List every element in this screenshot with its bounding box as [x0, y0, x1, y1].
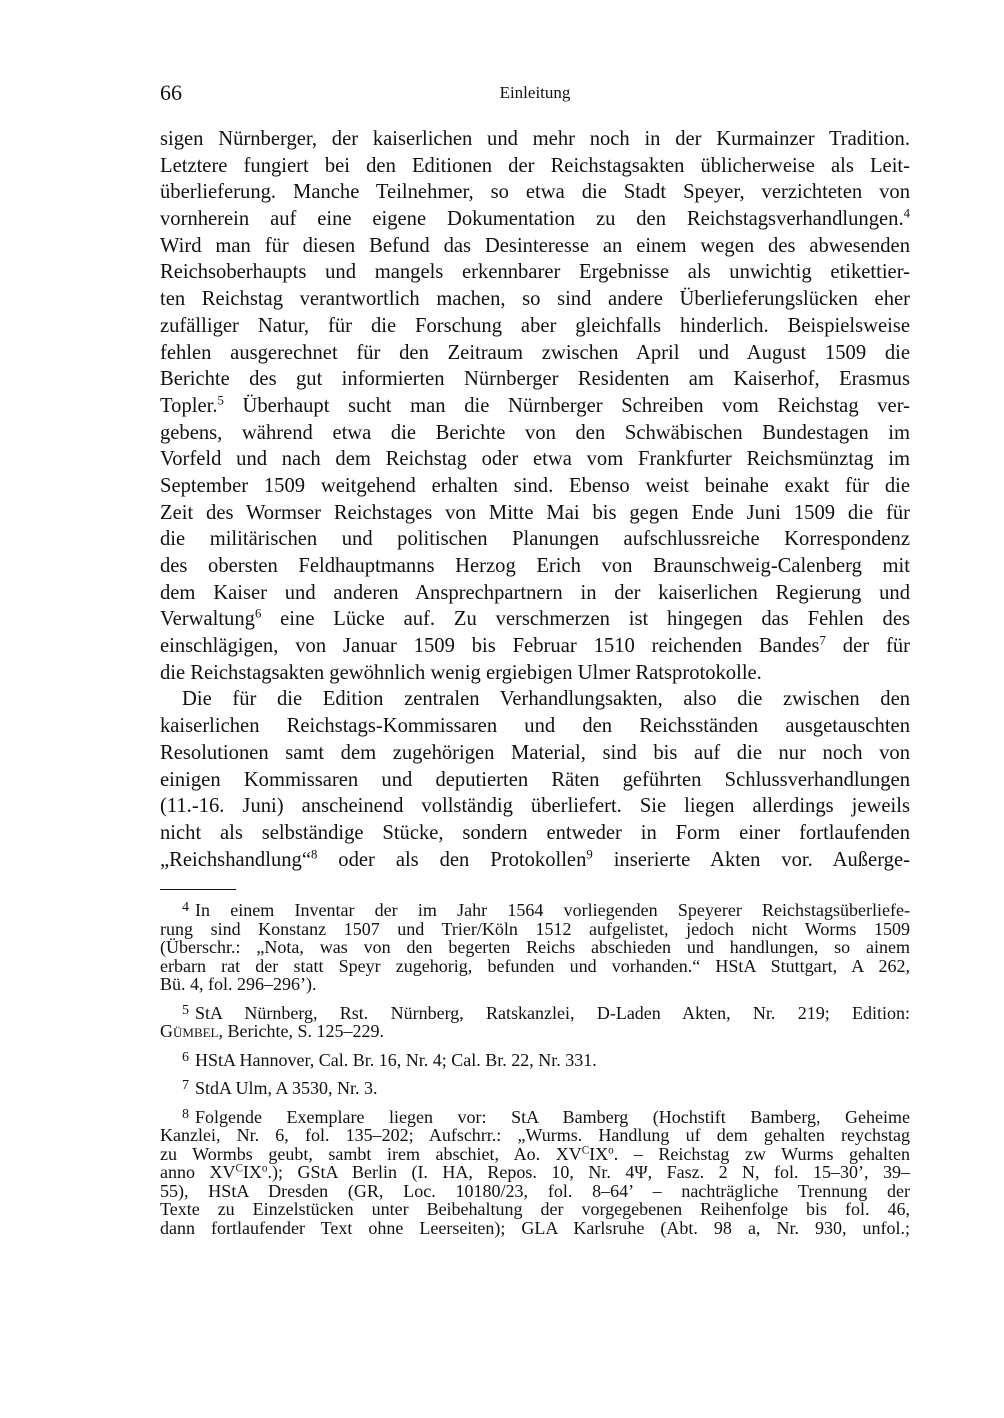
- footnote-line: [160, 1182, 910, 1201]
- footnote: [160, 1079, 910, 1098]
- text-run: Topler.: [160, 394, 218, 417]
- superscript: C: [581, 1143, 590, 1156]
- text-run: .); GStA Berlin (I. HA, Repos. 10, Nr. 4Ψ, Fasz. 2 N, fol. 15–30’, 39–: [267, 1162, 910, 1182]
- text-run: Letztere fungiert bei den Editionen der Reichstagsakten üblicherweise als Leit-: [160, 154, 910, 177]
- text-run: StdA Ulm, A 3530, Nr. 3.: [195, 1078, 378, 1098]
- text-line: [160, 686, 910, 713]
- text-run: anno XV: [160, 1162, 236, 1182]
- text-line: [160, 553, 910, 580]
- text-line: [160, 366, 910, 393]
- footnote-reference: 6: [254, 606, 262, 621]
- main-text: [160, 126, 910, 873]
- text-line: [160, 420, 910, 447]
- author-name-smallcaps: Gümbel: [160, 1021, 219, 1041]
- text-run: einigen Kommissaren und deputierten Räten geführten Schlussverhandlungen: [160, 768, 910, 791]
- text-line: [160, 820, 910, 847]
- text-line: [160, 847, 910, 874]
- text-run: oder als den Protokollen: [317, 848, 587, 871]
- text-run: „Reichshandlung“: [160, 848, 311, 871]
- footnote: [160, 1105, 910, 1238]
- text-run: zufälliger Natur, für die Forschung aber gleichfalls hinderlich. Beispielsweise: [160, 314, 910, 337]
- text-run: ten Reichstag verantwortlich machen, so sind andere Überlieferungslücken eher: [160, 288, 910, 311]
- text-run: HStA Hannover, Cal. Br. 16, Nr. 4; Cal. Br. 22, Nr. 331.: [195, 1049, 597, 1070]
- text-run: rung sind Konstanz 1507 und Trier/Köln 1512 aufgelistet, jedoch nicht Worms 1509: [160, 918, 910, 939]
- footnote-reference: 9: [586, 846, 593, 861]
- text-run: inserierte Akten vor. Außerge-: [592, 848, 910, 871]
- text-line: [160, 526, 910, 553]
- paragraph: [160, 126, 910, 686]
- text-run: 55), HStA Dresden (GR, Loc. 10180/23, fol. 8–64’ – nachträgliche Trennung der: [160, 1180, 910, 1201]
- footnote-number: 7: [182, 1077, 190, 1094]
- text-run: fehlen ausgerechnet für den Zeitraum zwischen April und August 1509 die: [160, 341, 910, 364]
- text-run: Folgende Exemplare liegen vor: StA Bamberg (Hochstift Bamberg, Geheime: [195, 1106, 910, 1127]
- footnote-reference: 5: [217, 393, 224, 408]
- text-run: , Berichte, S. 125–229.: [218, 1021, 384, 1041]
- superscript: C: [235, 1162, 243, 1175]
- text-run: überlieferung. Manche Teilnehmer, so etwa die Stadt Speyer, verzichteten von: [160, 181, 910, 204]
- footnote-reference: 7: [819, 633, 826, 648]
- footnote-number: 5: [182, 1001, 190, 1018]
- footnote: [160, 901, 910, 994]
- text-run: gebens, während etwa die Berichte von den Schwäbischen Bundestagen im: [160, 421, 910, 444]
- footnote-line: [160, 1145, 910, 1164]
- footnote-number: 4: [182, 899, 190, 916]
- text-run: dann fortlaufender Text ohne Leerseiten); GLA Karlsruhe (Abt. 98 a, Nr. 930, unfol.;: [160, 1217, 910, 1238]
- text-run: einschlägigen, von Januar 1509 bis Februar 1510 reichenden Bandes: [160, 635, 820, 658]
- text-line: [160, 713, 910, 740]
- text-run: (11.-16. Juni) anscheinend vollständig überliefert. Sie liegen allerdings jeweils: [160, 795, 910, 818]
- text-run: Überhaupt sucht man die Nürnberger Schreiben vom Reichstag ver-: [223, 394, 910, 417]
- text-run: Vorfeld und nach dem Reichstag oder etwa vom Frankfurter Reichsmünztag im: [160, 448, 910, 471]
- text-run: Zeit des Wormser Reichstages von Mitte Mai bis gegen Ende Juni 1509 die für: [160, 501, 910, 524]
- footnote-reference: 4: [903, 206, 910, 221]
- text-line: [160, 740, 910, 767]
- text-run: IX: [242, 1162, 262, 1182]
- footnotes: [160, 901, 910, 1247]
- text-run: vornherein auf eine eigene Dokumentation zu den Reichstagsverhandlungen.: [160, 208, 904, 231]
- footnote-line: [160, 920, 910, 939]
- text-run: . – Reichstag zw Wurms gehalten: [613, 1143, 910, 1164]
- footnote-number: 8: [182, 1105, 190, 1122]
- text-run: dem Kaiser und anderen Ansprechpartnern in der kaiserlichen Regierung und: [160, 581, 910, 604]
- text-line: [160, 446, 910, 473]
- text-line: [160, 793, 910, 820]
- text-line: [160, 606, 910, 633]
- text-run: (Überschr.: „Nota, was von den begerten Reichs abschieden und handlungen, so ainem: [160, 937, 910, 957]
- footnote-line: [160, 1126, 910, 1145]
- footnote-line: [160, 1079, 910, 1098]
- text-line: [160, 153, 910, 180]
- text-run: der für: [825, 635, 911, 658]
- text-line: [160, 633, 910, 660]
- footnote-line: [160, 975, 910, 994]
- text-line: [160, 767, 910, 794]
- text-run: Kanzlei, Nr. 6, fol. 135–202; Aufschrr.: „Wurms. Handlung uf dem gehalten reychstag: [160, 1125, 910, 1145]
- text-run: Die für die Edition zentralen Verhandlungsakten, also die zwischen den: [182, 688, 910, 711]
- text-line: [160, 313, 910, 340]
- page-number: 66: [160, 80, 182, 105]
- paragraph: [160, 686, 910, 873]
- text-run: die militärischen und politischen Planungen aufschlussreiche Korrespondenz: [160, 528, 910, 551]
- text-run: Resolutionen samt dem zugehörigen Material, sind bis auf die nur noch von: [160, 741, 910, 764]
- text-line: [160, 660, 910, 687]
- text-run: Wird man für diesen Befund das Desinteresse an einem wegen des abwesenden: [160, 234, 910, 257]
- text-run: StA Nürnberg, Rst. Nürnberg, Ratskanzlei, D-Laden Akten, Nr. 219; Edition:: [195, 1002, 910, 1023]
- footnote-line: [160, 1163, 910, 1182]
- text-run: zu Wormbs geubt, sambt irem abschiet, Ao. XV: [160, 1143, 582, 1164]
- footnote-reference: 8: [310, 846, 318, 861]
- running-head: Einleitung: [499, 83, 571, 102]
- text-line: [160, 286, 910, 313]
- superscript: o: [261, 1162, 268, 1175]
- footnote-line: [160, 1001, 910, 1023]
- footnote-divider: [160, 889, 236, 890]
- text-run: eine Lücke auf. Zu verschmerzen ist hingegen das Fehlen des: [261, 608, 910, 631]
- text-line: [160, 500, 910, 527]
- text-run: Berichte des gut informierten Nürnberger Residenten am Kaiserhof, Erasmus: [160, 368, 910, 391]
- footnote-line: [160, 1200, 910, 1219]
- text-run: kaiserlichen Reichstags-Kommissaren und den Reichsständen ausgetauschten: [160, 715, 910, 738]
- text-run: die Reichstagsakten gewöhnlich wenig ergiebigen Ulmer Ratsprotokolle.: [160, 661, 762, 684]
- text-run: nicht als selbständige Stücke, sondern entweder in Form einer fortlaufenden: [160, 821, 910, 844]
- footnote-line: [160, 1105, 910, 1127]
- text-run: des obersten Feldhauptmanns Herzog Erich von Braunschweig-Calenberg mit: [160, 555, 910, 577]
- footnote: [160, 1001, 910, 1041]
- text-run: erbarn rat der statt Speyr zugehorig, befunden und vorhanden.“ HStA Stuttgart, A 262,: [160, 955, 910, 976]
- text-run: September 1509 weitgehend erhalten sind. Ebenso weist beinahe exakt für die: [160, 474, 910, 497]
- footnote-line: [160, 1219, 910, 1238]
- text-run: In einem Inventar der im Jahr 1564 vorliegenden Speyerer Reichstagsüberliefe-: [195, 900, 910, 920]
- text-line: [160, 259, 910, 286]
- footnote-line: [160, 901, 910, 920]
- footnote-line: [160, 957, 910, 976]
- text-line: [160, 179, 910, 206]
- text-line: [160, 393, 910, 420]
- footnote: [160, 1048, 910, 1070]
- text-run: Reichsoberhaupts und mangels erkennbarer Ergebnisse als unwichtig etikettier-: [160, 261, 910, 284]
- footnote-line: [160, 1022, 910, 1041]
- text-run: IX: [589, 1143, 609, 1164]
- text-run: Bü. 4, fol. 296–296’).: [160, 974, 317, 994]
- text-run: Texte zu Einzelstücken unter Beibehaltung der vorgegebenen Reihenfolge bis fol. 46,: [160, 1199, 910, 1219]
- text-line: [160, 340, 910, 367]
- footnote-number: 6: [182, 1048, 190, 1065]
- text-line: [160, 206, 910, 233]
- text-line: [160, 580, 910, 607]
- text-line: [160, 126, 910, 153]
- text-line: [160, 233, 910, 260]
- text-run: sigen Nürnberger, der kaiserlichen und mehr noch in der Kurmainzer Tradition.: [160, 128, 910, 150]
- text-run: Verwaltung: [160, 608, 255, 631]
- footnote-line: [160, 1048, 910, 1070]
- superscript: o: [608, 1143, 614, 1156]
- text-line: [160, 473, 910, 500]
- footnote-line: [160, 938, 910, 957]
